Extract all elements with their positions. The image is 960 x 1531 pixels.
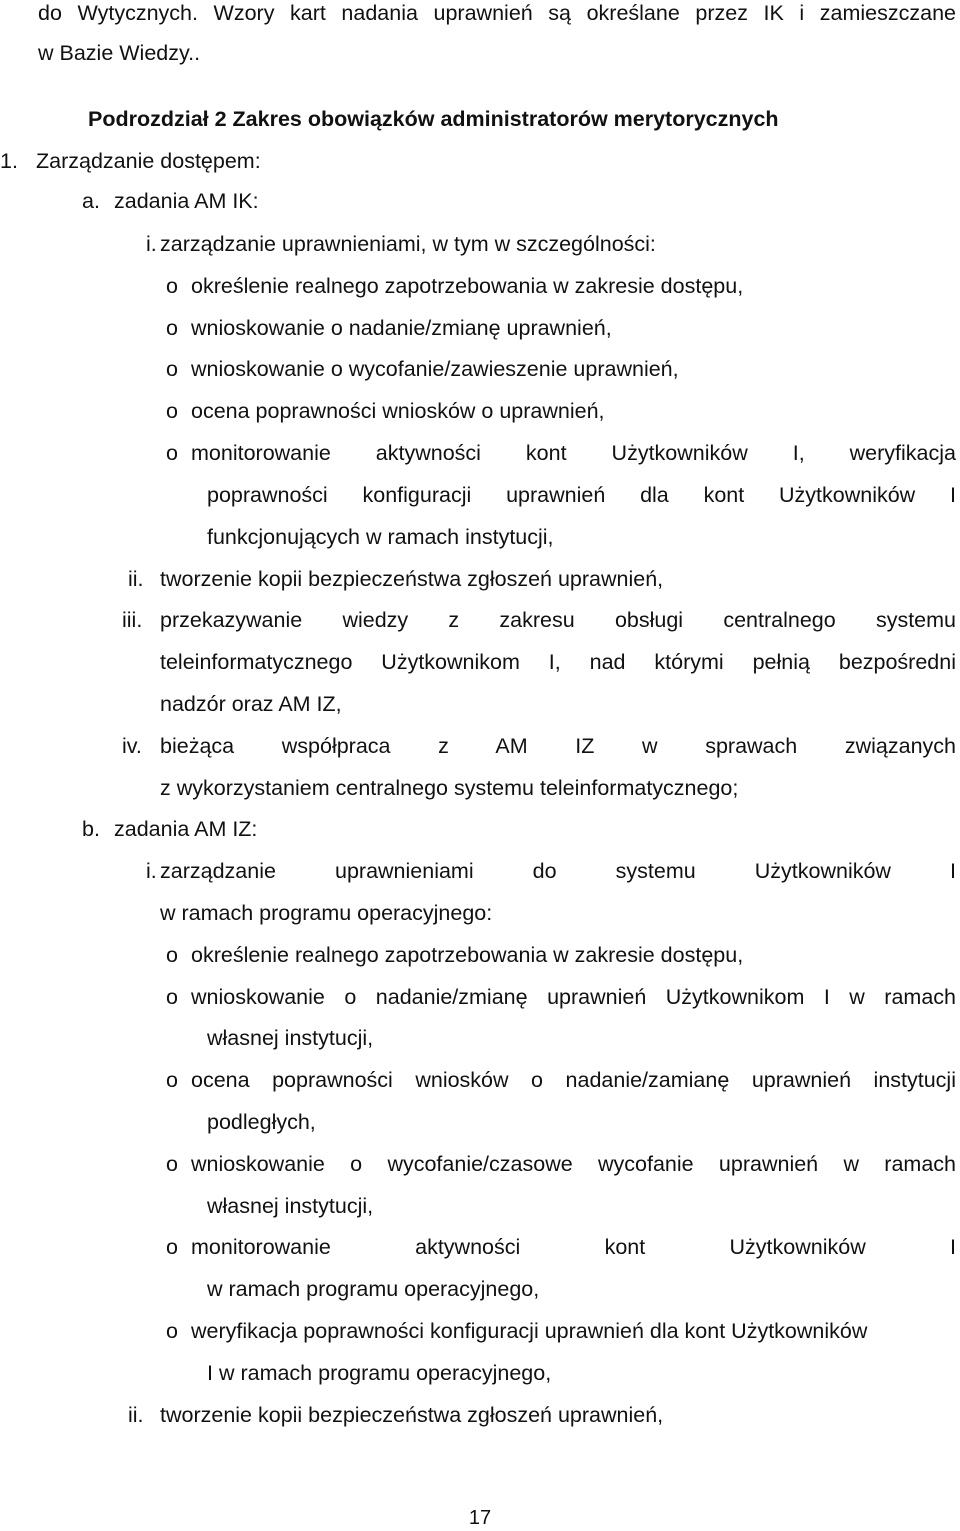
part-b-marker: b. [82,817,100,841]
b-i-line-1: zarządzanie uprawnieniami do systemu Użytkowników I [160,859,956,883]
b-i-marker: i. [146,859,157,883]
b-i-bullet-4-line-1: wnioskowanie o wycofanie/czasowe wycofanie uprawnień w ramach [191,1152,956,1176]
a-i-bullet-1-text: określenie realnego zapotrzebowania w zakresie dostępu, [191,274,744,298]
a-iv-line-2: z wykorzystaniem centralnego systemu teleinformatycznego; [160,776,739,800]
a-i-marker: i. [146,232,157,256]
a-i-bullet-5-line-3: funkcjonujących w ramach instytucji, [207,525,554,549]
b-ii-text: tworzenie kopii bezpieczeństwa zgłoszeń uprawnień, [160,1403,664,1427]
b-i-bullet-3-marker: o [166,1068,178,1092]
a-iv-line-1: bieżąca współpraca z AM IZ w sprawach związanych [160,734,956,758]
b-i-bullet-2-marker: o [166,985,178,1009]
intro-line-1: do Wytycznych. Wzory kart nadania uprawnień są określane przez IK i zamieszczane [38,1,956,25]
intro-line-2: w Bazie Wiedzy.. [38,41,201,65]
b-i-bullet-1-marker: o [166,943,178,967]
b-i-bullet-6-marker: o [166,1319,178,1343]
part-a-marker: a. [82,189,100,213]
a-i-bullet-4-text: ocena poprawności wniosków o uprawnień, [191,399,605,423]
a-i-bullet-5-line-2: poprawności konfiguracji uprawnień dla kont Użytkowników I [207,483,956,507]
a-iii-line-2: teleinformatycznego Użytkownikom I, nad którymi pełnią bezpośredni [160,650,956,674]
a-ii-marker: ii. [128,567,144,591]
a-i-bullet-4-marker: o [166,399,178,423]
b-i-line-2: w ramach programu operacyjnego: [160,901,493,925]
b-i-bullet-5-line-1: monitorowanie aktywności kont Użytkowników I [191,1235,956,1259]
b-i-bullet-3-line-1: ocena poprawności wniosków o nadanie/zamianę uprawnień instytucji [191,1068,956,1092]
a-iii-line-1: przekazywanie wiedzy z zakresu obsługi centralnego systemu [160,608,956,632]
section-1-marker: 1. [0,149,18,173]
b-i-bullet-5-line-2: w ramach programu operacyjnego, [207,1277,540,1301]
b-i-bullet-4-marker: o [166,1152,178,1176]
part-a-title: zadania AM IK: [114,189,259,213]
b-ii-marker: ii. [128,1403,144,1427]
a-iii-marker: iii. [122,608,143,632]
b-i-bullet-2-line-2: własnej instytucji, [207,1026,374,1050]
a-iv-marker: iv. [122,734,142,758]
subheading: Podrozdział 2 Zakres obowiązków administratorów merytorycznych [88,107,779,131]
a-i-bullet-2-text: wnioskowanie o nadanie/zmianę uprawnień, [191,316,612,340]
a-i-text: zarządzanie uprawnieniami, w tym w szczególności: [160,232,656,256]
a-i-bullet-3-text: wnioskowanie o wycofanie/zawieszenie uprawnień, [191,357,679,381]
b-i-bullet-1-text: określenie realnego zapotrzebowania w zakresie dostępu, [191,943,744,967]
a-i-bullet-5-marker: o [166,441,178,465]
a-i-bullet-5-line-1: monitorowanie aktywności kont Użytkowników I, weryfikacja [191,441,956,465]
b-i-bullet-3-line-2: podległych, [207,1110,316,1134]
b-i-bullet-5-marker: o [166,1235,178,1259]
a-i-bullet-1-marker: o [166,274,178,298]
a-ii-text: tworzenie kopii bezpieczeństwa zgłoszeń uprawnień, [160,567,664,591]
a-i-bullet-3-marker: o [166,357,178,381]
a-i-bullet-2-marker: o [166,316,178,340]
part-b-title: zadania AM IZ: [114,817,258,841]
page-number: 17 [468,1507,492,1529]
b-i-bullet-4-line-2: własnej instytucji, [207,1194,374,1218]
b-i-bullet-2-line-1: wnioskowanie o nadanie/zmianę uprawnień Użytkownikom I w ramach [191,985,956,1009]
section-1-title: Zarządzanie dostępem: [36,149,261,173]
b-i-bullet-6-line-1: weryfikacja poprawności konfiguracji uprawnień dla kont Użytkowników [191,1319,868,1343]
a-iii-line-3: nadzór oraz AM IZ, [160,692,342,716]
b-i-bullet-6-line-2: I w ramach programu operacyjnego, [207,1361,552,1385]
